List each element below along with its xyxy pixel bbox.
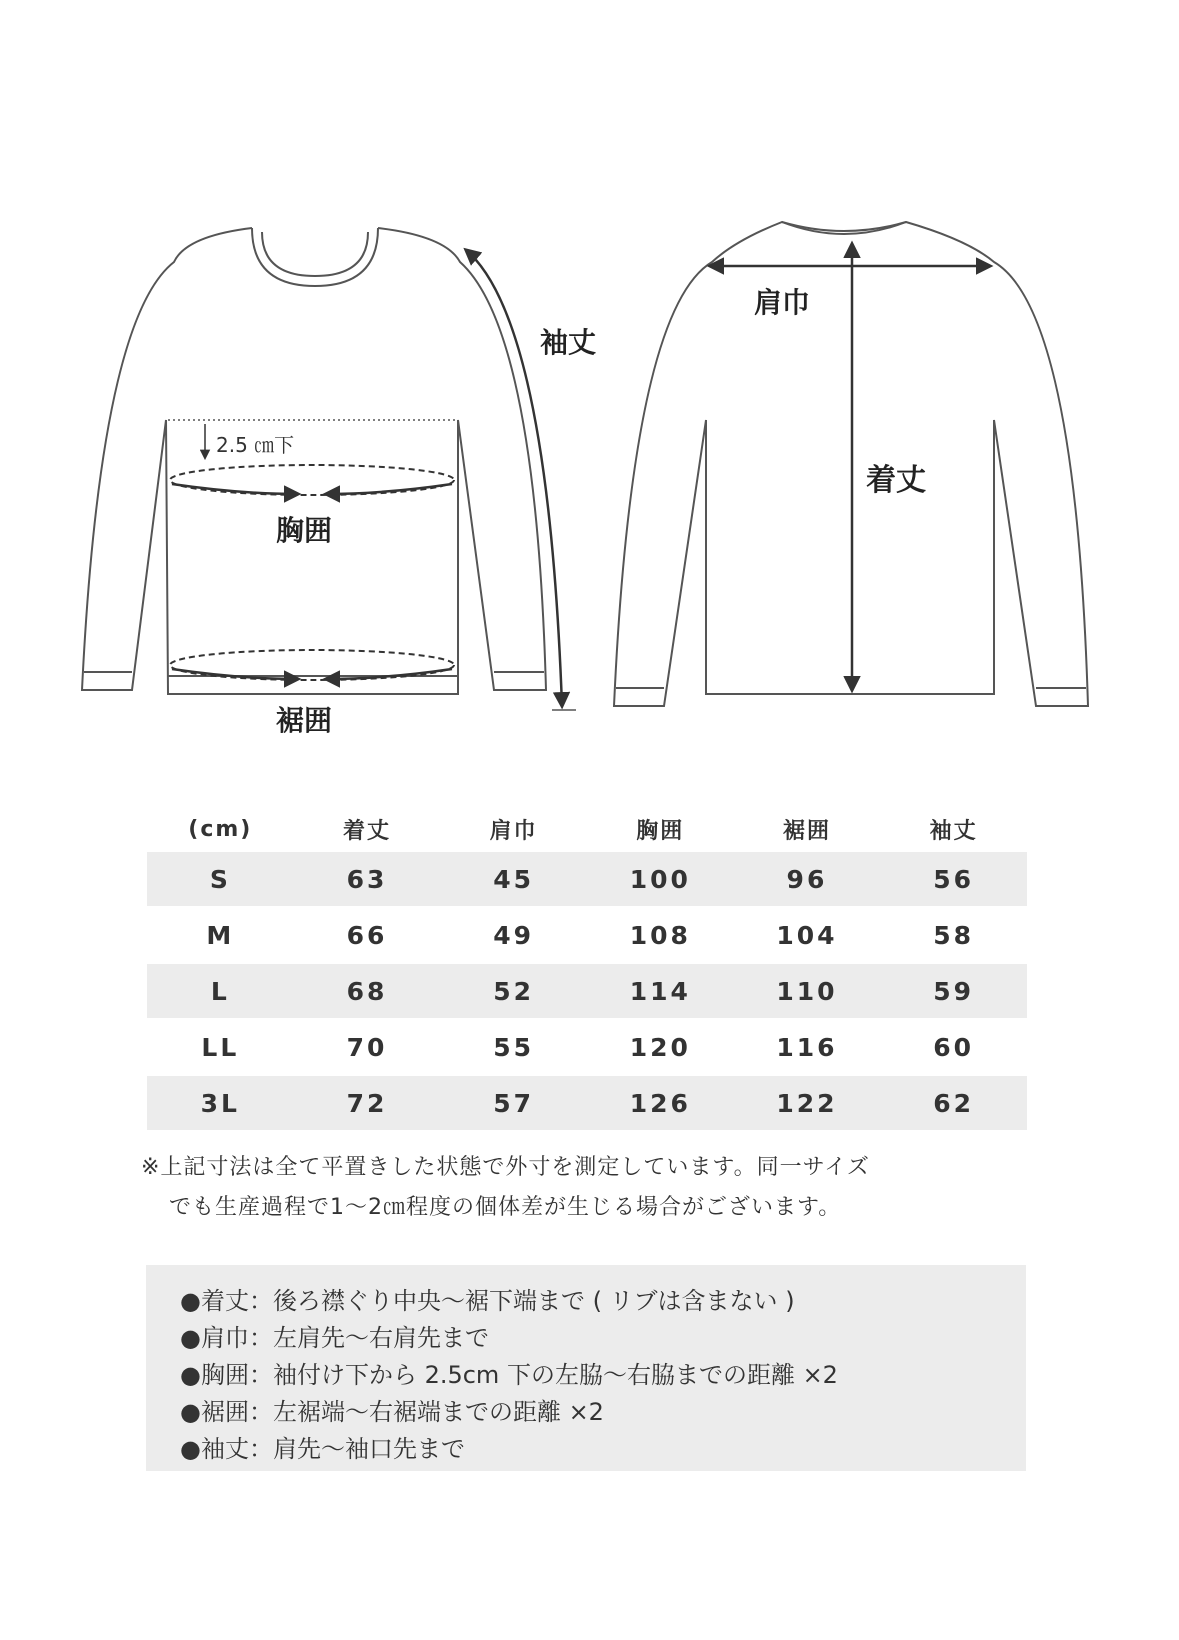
table-row bbox=[147, 907, 1027, 963]
unit-header: (cm) bbox=[188, 816, 253, 842]
definition-hem: ●裾囲：左裾端～右裾端までの距離 ×2 bbox=[180, 1398, 604, 1426]
size-cell: M bbox=[147, 907, 294, 963]
sleeve-label: 袖丈 bbox=[540, 326, 597, 359]
size-table-header bbox=[147, 806, 1027, 852]
size-cell: L bbox=[147, 963, 294, 1019]
table-row bbox=[147, 1075, 1027, 1131]
length-cell: 66 bbox=[294, 907, 441, 963]
hem-cell: 104 bbox=[734, 907, 881, 963]
front-collar-inner bbox=[262, 232, 368, 276]
shoulder-label: 肩巾 bbox=[754, 286, 811, 319]
shoulder-cell: 57 bbox=[440, 1075, 587, 1131]
table-row bbox=[147, 963, 1027, 1019]
shoulder-cell: 55 bbox=[440, 1019, 587, 1075]
definition-shoulder: ●肩巾：左肩先～右肩先まで bbox=[180, 1324, 489, 1352]
hem-cell: 116 bbox=[734, 1019, 881, 1075]
sleeve-cell: 60 bbox=[880, 1019, 1027, 1075]
length-header: 着丈 bbox=[342, 818, 391, 844]
length-cell: 68 bbox=[294, 963, 441, 1019]
chest-cell: 108 bbox=[587, 907, 734, 963]
size-cell: LL bbox=[147, 1019, 294, 1075]
shoulder-cell: 49 bbox=[440, 907, 587, 963]
shoulder-header: 肩巾 bbox=[489, 818, 538, 844]
shirt-diagram bbox=[0, 0, 1179, 760]
shoulder-cell: 52 bbox=[440, 963, 587, 1019]
sleeve-cell: 59 bbox=[880, 963, 1027, 1019]
sleeve-cell: 58 bbox=[880, 907, 1027, 963]
chest-cell: 126 bbox=[587, 1075, 734, 1131]
length-cell: 63 bbox=[294, 852, 441, 907]
chest-cell: 120 bbox=[587, 1019, 734, 1075]
hem-cell: 96 bbox=[734, 852, 881, 907]
chest-measure bbox=[170, 465, 454, 495]
chest-label: 胸囲 bbox=[276, 514, 333, 547]
hem-label: 裾囲 bbox=[276, 704, 333, 737]
measurement-footnote bbox=[141, 1148, 1041, 1228]
length-label: 着丈 bbox=[866, 463, 926, 498]
sleeve-cell: 62 bbox=[880, 1075, 1027, 1131]
offset-label: 2.5 ㎝下 bbox=[216, 433, 295, 457]
back-collar bbox=[782, 222, 906, 231]
definition-length: ●着丈：後ろ襟ぐり中央～裾下端まで ( リブは含まない ) bbox=[180, 1287, 795, 1315]
footnote-line: ※上記寸法は全て平置きした状態で外寸を測定しています。同一サイズ bbox=[141, 1155, 870, 1180]
size-cell: S bbox=[147, 852, 294, 907]
chest-cell: 114 bbox=[587, 963, 734, 1019]
measurement-definitions bbox=[146, 1265, 1026, 1471]
definition-chest: ●胸囲：袖付け下から 2.5cm 下の左脇～右脇までの距離 ×2 bbox=[180, 1361, 838, 1389]
shoulder-cell: 45 bbox=[440, 852, 587, 907]
footnote-line: でも生産過程で1～2㎝程度の個体差が生じる場合がございます。 bbox=[169, 1195, 842, 1220]
table-row bbox=[147, 852, 1027, 907]
sleeve-measure-arrow bbox=[466, 250, 562, 706]
size-cell: 3L bbox=[147, 1075, 294, 1131]
hem-cell: 122 bbox=[734, 1075, 881, 1131]
front-body-outline bbox=[82, 228, 546, 694]
length-cell: 72 bbox=[294, 1075, 441, 1131]
definition-sleeve: ●袖丈：肩先～袖口先まで bbox=[180, 1435, 465, 1463]
hem-cell: 110 bbox=[734, 963, 881, 1019]
front-collar bbox=[252, 228, 378, 286]
hem-header: 裾囲 bbox=[782, 818, 831, 844]
front-shirt bbox=[82, 228, 546, 694]
chest-header: 胸囲 bbox=[636, 818, 685, 844]
sleeve-cell: 56 bbox=[880, 852, 1027, 907]
chest-cell: 100 bbox=[587, 852, 734, 907]
size-table bbox=[147, 806, 1027, 1132]
table-row bbox=[147, 1019, 1027, 1075]
sleeve-header: 袖丈 bbox=[929, 818, 978, 844]
length-cell: 70 bbox=[294, 1019, 441, 1075]
